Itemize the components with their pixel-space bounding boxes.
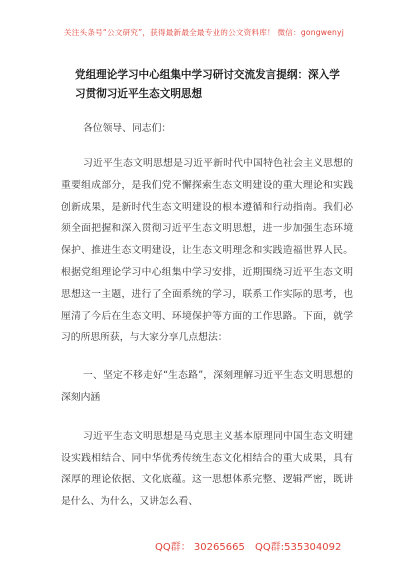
footer-qq-group-1: QQ群： 30265665 — [155, 542, 245, 553]
document-title: 党组理论学习中心组集中学习研讨交流发言提纲：深入学习贯彻习近平生态文明思想 — [75, 69, 340, 100]
salutation: 各位领导、同志们： — [83, 123, 172, 134]
header-banner: 关注头条号“公文研究”，获得最新最全最专业的公文资料库！ 微信：gongwenyj — [63, 28, 345, 37]
section-paragraph: 习近平生态文明思想是马克思主义基本原理同中国生态文明建设实践相结合、同中华优秀传统生态文化相结合的重大成果，具有深厚的理论依据、文化底蕴。这一思想体系完整、逻辑严密，既讲是什么、为什么，又讲怎么看、 — [61, 430, 353, 508]
section-heading: 一、坚定不移走好“生态路”，深刻理解习近平生态文明思想的深刻内涵 — [61, 370, 353, 403]
footer — [0, 538, 408, 554]
intro-paragraph: 习近平生态文明思想是习近平新时代中国特色社会主义思想的重要组成部分，是我们党不懈探索生态文明建设的重大理论和实践创新成果，是新时代生态文明建设的根本遵循和行动指南。我们必须全面把握和深入贯彻习近平生态文明思想，进一步加强生态环境保护、推进生态文明建设，让生态文明理念和实践造福世界人民。根据党组理论学习中心组集中学习安排，近期围绕习近平生态文明思想这一主题，进行了全面系统的学习，联系工作实际的思考，也厘清了今后在生态文明、环境保护等方面的工作思路。下面，就学习的所思所获，与大家分享几点想法： — [61, 158, 353, 344]
document-body — [61, 55, 353, 513]
footer-qq-group-2: QQ群:535304092 — [255, 542, 342, 553]
